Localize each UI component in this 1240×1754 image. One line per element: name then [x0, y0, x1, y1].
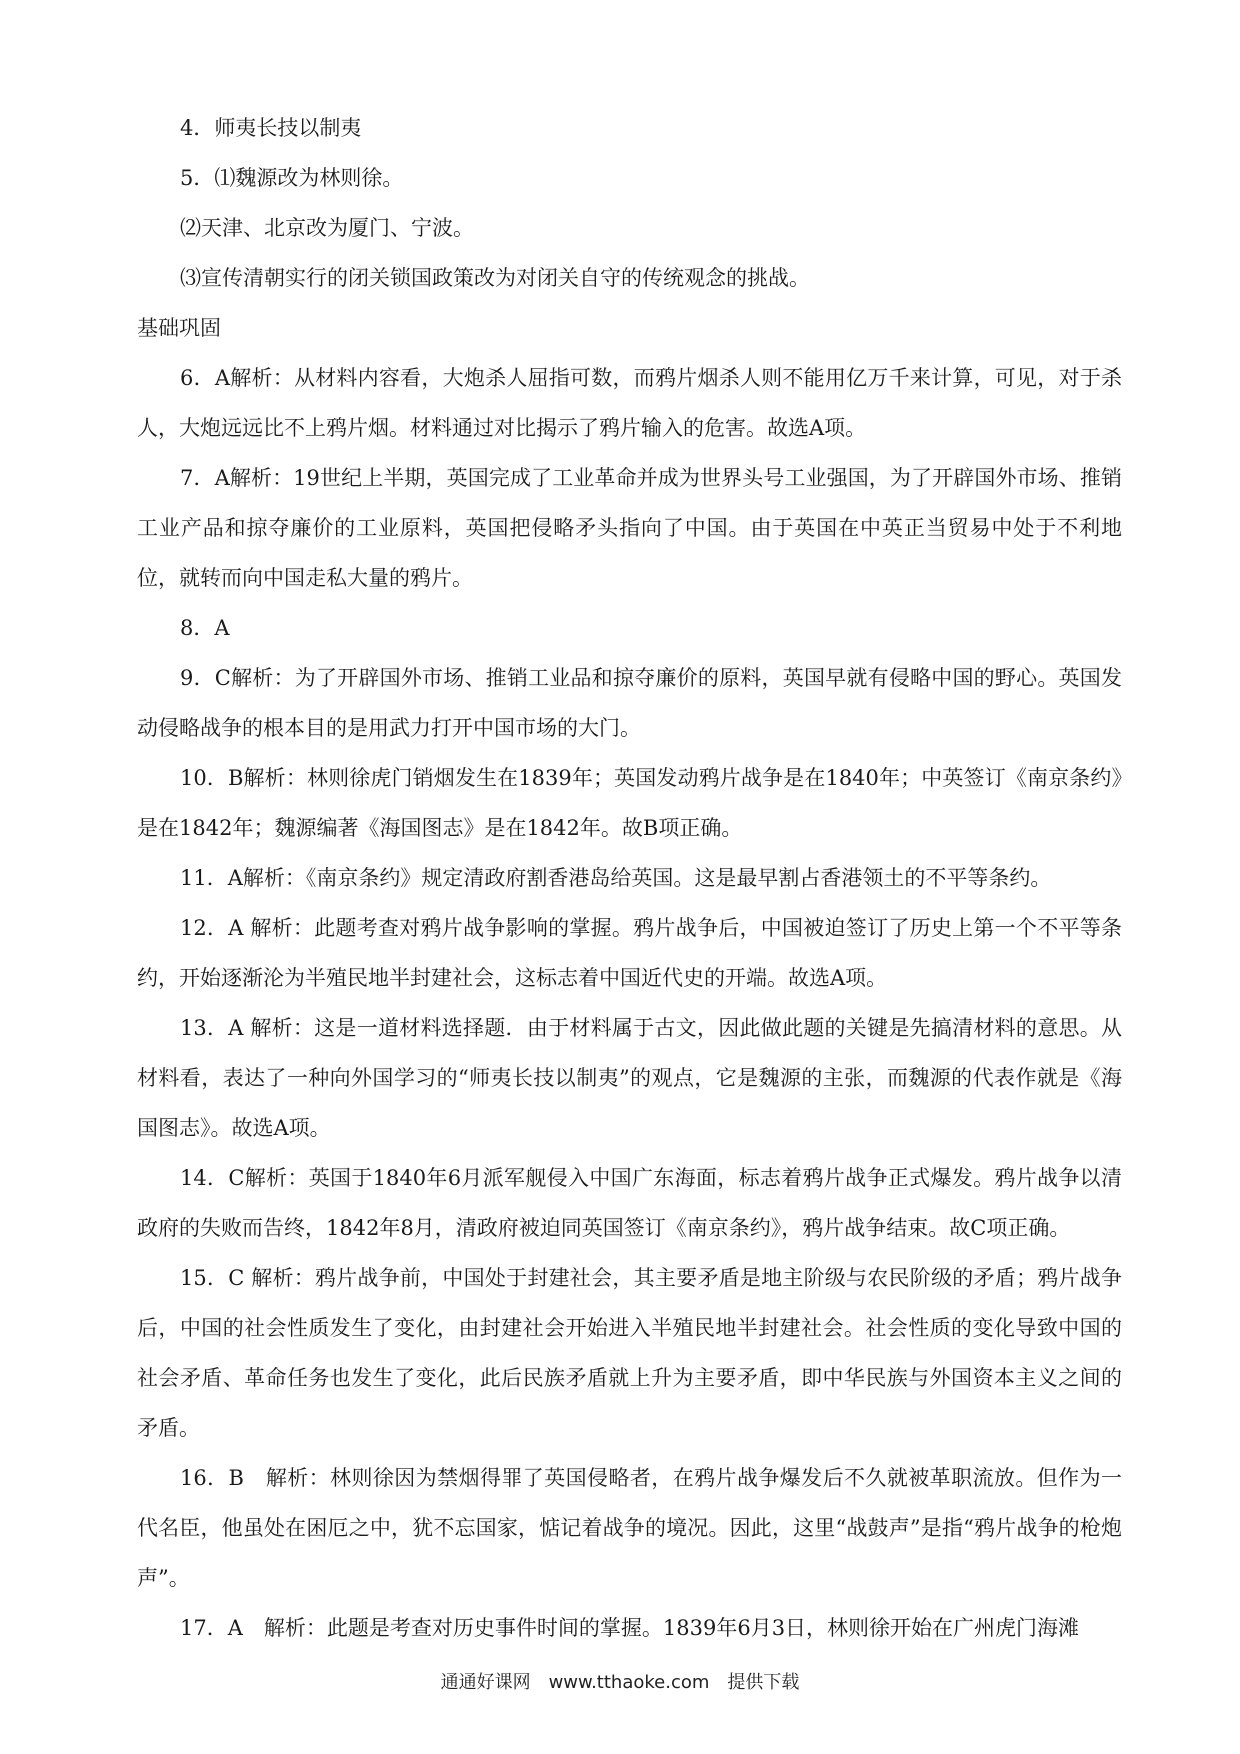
answer-5-part-2: ⑵天津、北京改为厦门、宁波。	[180, 216, 474, 240]
answer-7: 7．A解析：19世纪上半期，英国完成了工业革命并成为世界头号工业强国，为了开辟国外市场、推销工业产品和掠夺廉价的工业原料，英国把侵略矛头指向了中国。由于英国在中英正当贸易中处于不利地位，就转而向中国走私大量的鸦片。	[137, 466, 1122, 590]
answer-16: 16．B 解析：林则徐因为禁烟得罪了英国侵略者，在鸦片战争爆发后不久就被革职流放。但作为一代名臣，他虽处在困厄之中，犹不忘国家，惦记着战争的境况。因此，这里“战鼓声”是指“鸦片战争的枪炮声”。	[137, 1466, 1122, 1590]
answer-9: 9．C解析：为了开辟国外市场、推销工业品和掠夺廉价的原料，英国早就有侵略中国的野心。英国发动侵略战争的根本目的是用武力打开中国市场的大门。	[137, 666, 1122, 740]
answer-8: 8．A	[180, 616, 230, 640]
answer-6: 6．A解析：从材料内容看，大炮杀人屈指可数，而鸦片烟杀人则不能用亿万千来计算，可见，对于杀人，大炮远远比不上鸦片烟。材料通过对比揭示了鸦片输入的危害。故选A项。	[137, 366, 1122, 440]
answer-4: 4．师夷长技以制夷	[180, 116, 362, 140]
section-heading: 基础巩固	[137, 316, 221, 340]
answer-13: 13．A 解析：这是一道材料选择题．由于材料属于古文，因此做此题的关键是先搞清材料的意思。从材料看，表达了一种向外国学习的“师夷长技以制夷”的观点，它是魏源的主张，而魏源的代表作就是《海国图志》。故选A项。	[137, 1016, 1122, 1140]
answer-5: 5．⑴魏源改为林则徐。	[180, 166, 404, 190]
answer-15: 15．C 解析：鸦片战争前，中国处于封建社会，其主要矛盾是地主阶级与农民阶级的矛盾；鸦片战争后，中国的社会性质发生了变化，由封建社会开始进入半殖民地半封建社会。社会性质的变化导致中国的社会矛盾、革命任务也发生了变化，此后民族矛盾就上升为主要矛盾，即中华民族与外国资本主义之间的矛盾。	[137, 1266, 1122, 1440]
answer-11: 11．A解析：《南京条约》规定清政府割香港岛给英国。这是最早割占香港领土的不平等条约。	[180, 866, 1052, 890]
answer-17: 17．A 解析：此题是考查对历史事件时间的掌握。1839年6月3日，林则徐开始在广州虎门海滩	[180, 1616, 1080, 1640]
answer-14: 14．C解析：英国于1840年6月派军舰侵入中国广东海面，标志着鸦片战争正式爆发。鸦片战争以清政府的失败而告终，1842年8月，清政府被迫同英国签订《南京条约》，鸦片战争结束。故C项正确。	[137, 1166, 1122, 1240]
answer-5-part-3: ⑶宣传清朝实行的闭关锁国政策改为对闭关自守的传统观念的挑战。	[180, 266, 810, 290]
document-body	[137, 103, 1122, 1653]
page-footer: 通通好课网 www.tthaoke.com 提供下载	[440, 1672, 800, 1693]
answer-12: 12．A 解析：此题考查对鸦片战争影响的掌握。鸦片战争后，中国被迫签订了历史上第一个不平等条约，开始逐渐沦为半殖民地半封建社会，这标志着中国近代史的开端。故选A项。	[137, 916, 1122, 990]
answer-10: 10．B解析：林则徐虎门销烟发生在1839年；英国发动鸦片战争是在1840年；中英签订《南京条约》是在1842年；魏源编著《海国图志》是在1842年。故B项正确。	[137, 766, 1122, 840]
